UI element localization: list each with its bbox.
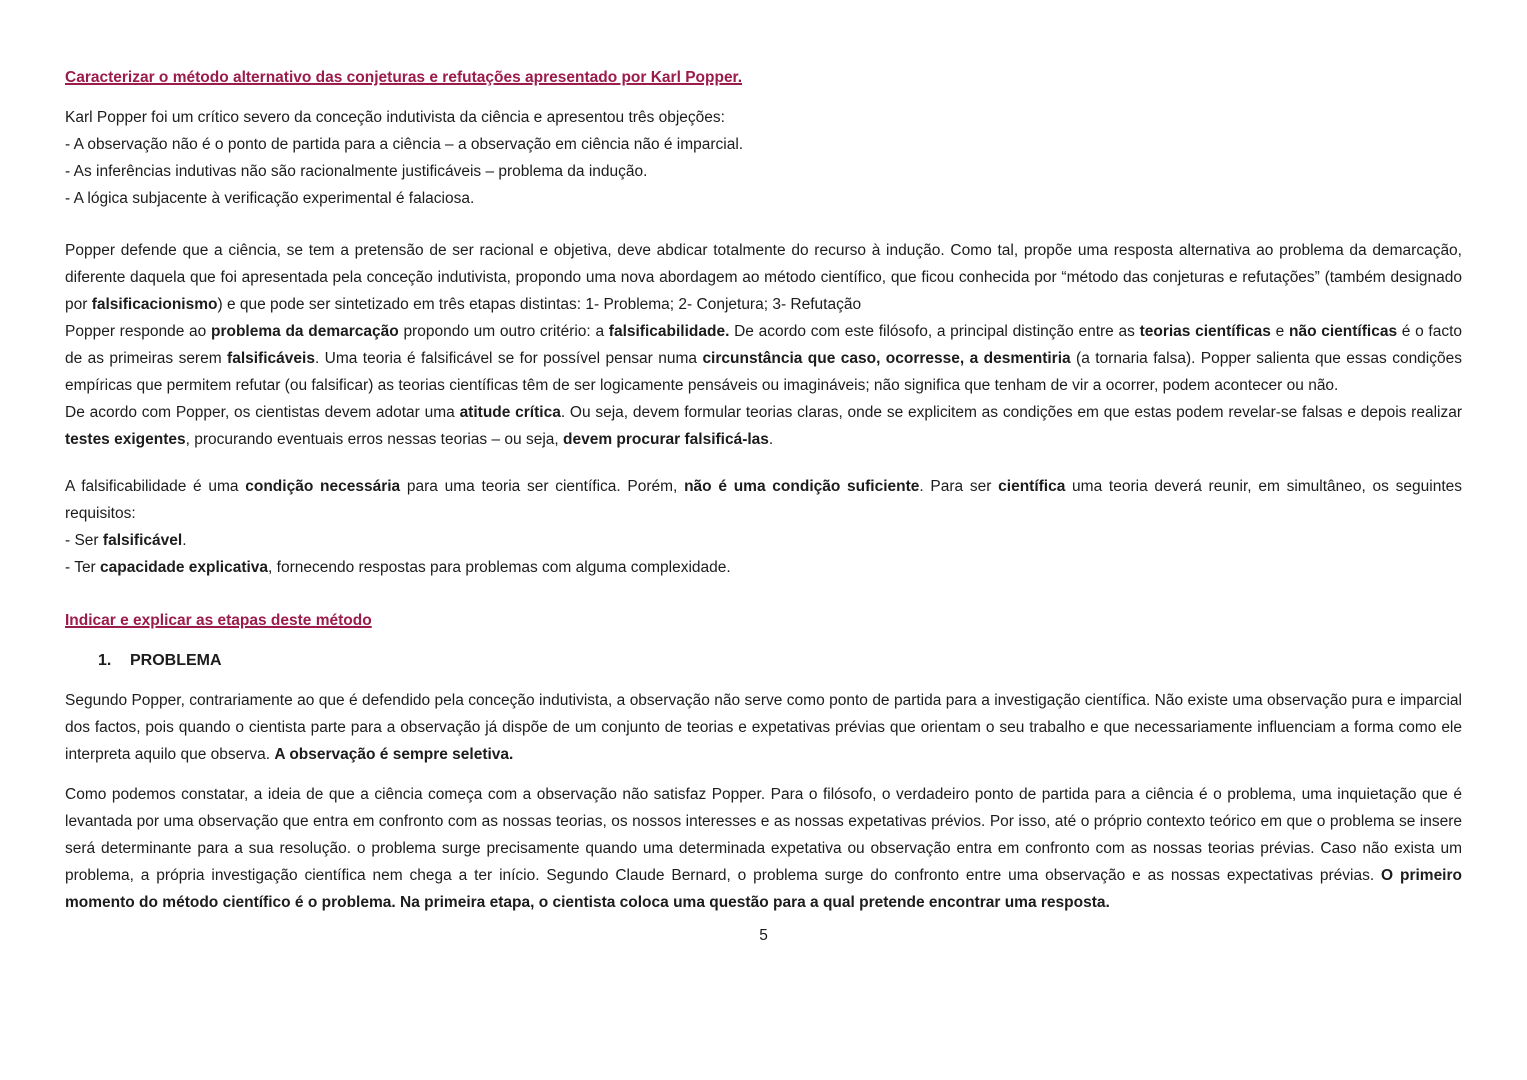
bold-text-run: problema da demarcação	[210, 323, 399, 340]
bold-text-run: falsificáveis	[227, 350, 315, 367]
text-run: . Para ser	[919, 478, 999, 495]
text-run: .	[768, 431, 774, 448]
bold-text-run: testes exigentes	[65, 431, 186, 448]
text-run: - A observação não é o ponto de partida para a ciência – a observação em ciência não é imparcial.	[65, 136, 744, 153]
bold-text-run: teorias científicas	[1139, 323, 1271, 340]
bold-text-run: devem procurar falsificá-las	[563, 431, 769, 448]
spacer	[65, 768, 1462, 781]
section-heading-conjeturas-refutacoes	[65, 64, 1462, 91]
text-run: propondo um outro critério: a	[398, 323, 609, 340]
bold-text-run: atitude crítica	[459, 404, 561, 421]
text-line	[65, 554, 1462, 581]
text-run: é o facto de as primeiras serem	[65, 323, 1463, 367]
bold-text-run: científica	[998, 478, 1066, 495]
text-line	[65, 104, 1462, 131]
list-number: 1.	[98, 652, 112, 669]
text-run: .	[182, 532, 187, 549]
text-run: para uma teoria ser científica. Porém,	[400, 478, 685, 495]
text-run: Como podemos constatar, a ideia de que a ciência começa com a observação não satisfaz Popper. Para o filósofo, o verdadeiro ponto de partida para a ciência é o problema, uma inquietação que é levantada por uma observação que entra em confronto com as nossas teorias, os nossos interesses e as nossas expetativas prévios. Por isso, até o próprio contexto teórico em que o problema se insere será determinante para a sua resolução. o problema surge precisamente quando uma determinada expetativa ou observação entra em confronto com as nossas teorias prévias. Caso não exista um problema, a própria investigação científica nem chega a ter início. Segundo Claude Bernard, o problema surge do confronto entre uma observação e as nossas expectativas prévias.	[65, 786, 1462, 884]
bold-text-run: não científicas	[1288, 323, 1398, 340]
text-run: ) e que pode ser sintetizado em três etapas distintas: 1- Problema; 2- Conjetura; 3- Refutação	[217, 296, 862, 313]
step-1-problema	[98, 647, 1462, 674]
text-line	[65, 185, 1462, 212]
requirements-list	[65, 527, 1462, 581]
text-run: , fornecendo respostas para problemas com alguma complexidade.	[268, 559, 731, 576]
page-number: 5	[759, 927, 768, 944]
text-run: uma teoria deverá reunir, em simultâneo, os seguintes requisitos:	[65, 478, 1462, 522]
bold-text-run: circunstância que caso, ocorresse, a desmentiria	[702, 350, 1071, 367]
text-run: - As inferências indutivas não são racionalmente justificáveis – problema da indução.	[65, 163, 648, 180]
bold-text-run: não é uma condição suficiente	[684, 478, 920, 495]
text-run: De acordo com este filósofo, a principal distinção entre as	[729, 323, 1140, 340]
text-run: . Ou seja, devem formular teorias claras, onde se explicitem as condições em que estas podem revelar-se falsas e depois realizar	[560, 404, 1462, 421]
text-line	[65, 131, 1462, 158]
text-run: . Uma teoria é falsificável se for possível pensar numa	[314, 350, 703, 367]
text-run: - Ser	[65, 532, 103, 549]
text-run: (a tornaria falsa). Popper salienta que essas condições empíricas que permitem refutar (ou falsificar) as teorias científicas têm de ser logicamente pensáveis ou imagináveis; não significa que tenham de vir a ocorrer, podem acontecer ou não.	[65, 350, 1462, 394]
spacer	[65, 212, 1462, 237]
text-run: Popper responde ao	[65, 323, 211, 340]
bold-text-run: Caracterizar o método alternativo das conjeturas e refutações apresentado por Karl Popper.	[65, 69, 743, 86]
section-heading-etapas	[65, 607, 1462, 634]
text-run: Popper defende que a ciência, se tem a pretensão de ser racional e objetiva, deve abdicar totalmente do recurso à indução. Como tal, propõe uma resposta alternativa ao problema da demarcação, diferente daquela que foi apresentada pela conceção indutivista, propondo uma nova abordagem ao método científico, que ficou conhecida por “método das conjeturas e refutações” (também designado por	[65, 242, 1462, 313]
text-line	[65, 527, 1462, 554]
bold-text-run: O primeiro momento do método científico é o problema. Na primeira etapa, o cientista coloca uma questão para a qual pretende encontrar uma resposta.	[65, 867, 1462, 911]
text-run: - A lógica subjacente à verificação experimental é falaciosa.	[65, 190, 475, 207]
text-run: - Ter	[65, 559, 101, 576]
problem-origin-paragraph	[65, 781, 1462, 916]
spacer	[65, 453, 1462, 473]
observation-paragraph	[65, 687, 1462, 768]
bold-text-run: falsificabilidade.	[608, 323, 730, 340]
text-run: A falsificabilidade é uma	[65, 478, 246, 495]
bold-text-run: A observação é sempre seletiva.	[274, 746, 514, 763]
bold-text-run: capacidade explicativa	[100, 559, 269, 576]
bold-text-run: falsificacionismo	[91, 296, 218, 313]
text-line	[65, 158, 1462, 185]
step-label: PROBLEMA	[130, 652, 222, 669]
critical-attitude-paragraph	[65, 399, 1462, 453]
text-run: Segundo Popper, contrariamente ao que é defendido pela conceção indutivista, a observação não serve como ponto de partida para a investigação científica. Não existe uma observação pura e imparcial dos factos, pois quando o cientista parte para a observação já dispõe de um conjunto de teorias e expetativas prévias que orientam o seu trabalho e que necessariamente influenciam a forma como ele interpreta aquilo que observa.	[65, 692, 1462, 763]
text-run: e	[1270, 323, 1289, 340]
demarcation-paragraph	[65, 237, 1462, 399]
text-run: , procurando eventuais erros nessas teorias – ou seja,	[185, 431, 564, 448]
bold-text-run: Indicar e explicar as etapas deste método	[65, 612, 372, 629]
falsifiability-conditions-paragraph	[65, 473, 1462, 527]
document-body	[65, 64, 1462, 916]
popper-objections-block	[65, 104, 1462, 212]
bold-text-run: falsificável	[102, 532, 183, 549]
bold-text-run: condição necessária	[245, 478, 401, 495]
text-run: De acordo com Popper, os cientistas devem adotar uma	[65, 404, 460, 421]
spacer	[65, 581, 1462, 607]
text-run: Karl Popper foi um crítico severo da conceção indutivista da ciência e apresentou três objeções:	[65, 109, 725, 126]
